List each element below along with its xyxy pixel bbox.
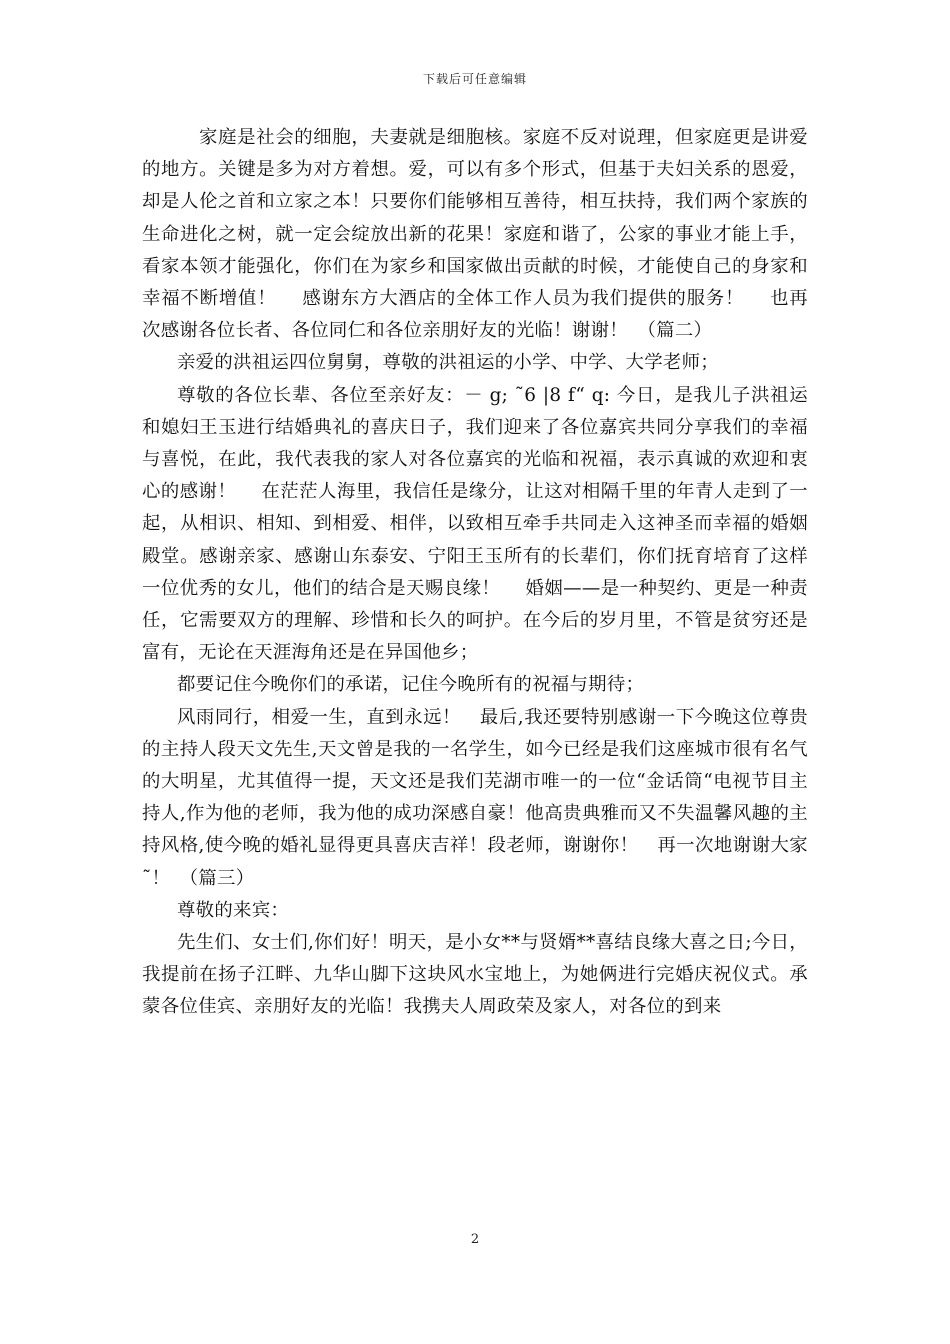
- body-text: [142, 122, 808, 1024]
- paragraph-3: 尊敬的各位长辈、各位至亲好友：－ g; ˜6 |8 f“ q: 今日，是我儿子洪祖运和媳妇王玉进行结婚典礼的喜庆日子，我们迎来了各位嘉宾共同分享我们的幸福与喜悦，在此，我代表我的家人对各位嘉宾的光临和祝福，表示真诚的欢迎和衷心的感谢！ 在茫茫人海里，我信任是缘分，让这对相隔千里的年青人走到了一起，从相识、相知、到相爱、相伴，以致相互牵手共同走入这神圣而幸福的婚姻殿堂。感谢亲家、感谢山东泰安、宁阳王玉所有的长辈们，你们抚育培育了这样一位优秀的女儿，他们的结合是天赐良缘！ 婚姻——是一种契约、更是一种责任，它需要双方的理解、珍惜和长久的呵护。在今后的岁月里，不管是贫穷还是富有，无论在天涯海角还是在异国他乡；: [142, 384, 808, 664]
- paragraph-7: 先生们、女士们,你们好！明天，是小女**与贤婿**喜结良缘大喜之日;今日，我提前在扬子江畔、九华山脚下这块风水宝地上，为她俩进行完婚庆祝仪式。承蒙各位佳宾、亲朋好友的光临！我携夫人周政荣及家人，对各位的到来: [142, 932, 808, 1018]
- paragraph-5: 风雨同行，相爱一生，直到永远！ 最后,我还要特别感谢一下今晚这位尊贵的主持人段天文先生,天文曾是我的一名学生，如今已经是我们这座城市很有名气的大明星，尤其值得一提，天文还是我们芜湖市唯一的一位“金话筒“电视节目主持人,作为他的老师，我为他的成功深感自豪！他高贵典雅而又不失温馨风趣的主持风格,使今晚的婚礼显得更具喜庆吉祥！段老师，谢谢你！ 再一次地谢谢大家˜！ （篇三）: [142, 706, 808, 889]
- paragraph-2: 亲爱的洪祖运四位舅舅，尊敬的洪祖运的小学、中学、大学老师；: [176, 352, 719, 374]
- paragraph-1: 家庭是社会的细胞，夫妻就是细胞核。家庭不反对说理，但家庭更是讲爱的地方。关键是多为对方着想。爱，可以有多个形式，但基于夫妇关系的恩爱，却是人伦之首和立家之本！只要你们能够相互善待，相互扶持，我们两个家族的生命进化之树，就一定会绽放出新的花果！家庭和谐了，公家的事业才能上手，看家本领才能强化，你们在为家乡和国家做出贡献的时候，才能使自己的身家和幸福不断增值！ 感谢东方大酒店的全体工作人员为我们提供的服务！ 也再次感谢各位长者、各位同仁和各位亲朋好友的光临！谢谢！ （篇二）: [142, 127, 808, 342]
- page-number: 2: [470, 1232, 480, 1247]
- paragraph-4: 都要记住今晚你们的承诺，记住今晚所有的祝福与期待；: [176, 674, 645, 696]
- paragraph-6: 尊敬的来宾：: [176, 899, 290, 921]
- page-header: 下载后可任意编辑: [422, 72, 527, 86]
